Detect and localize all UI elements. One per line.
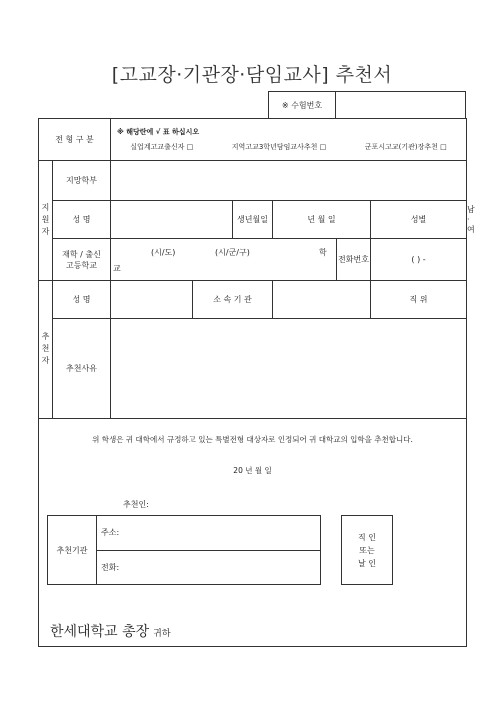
selection-instruction: ※ 해당란에 √ 표 하십시오 — [117, 128, 200, 136]
region-gun: (시/군/구) — [215, 248, 250, 257]
gender-label: 성별 — [371, 201, 467, 239]
address-label: 주소: — [101, 528, 120, 538]
school-label-line2: 고등학교 — [66, 260, 97, 270]
recommender-name-field[interactable] — [111, 281, 193, 319]
affil-label: 소 속 기 관 — [193, 281, 273, 319]
recommender-section-label: 추천자 — [39, 281, 53, 419]
signer-label: 추천인: — [123, 500, 149, 509]
addressee — [50, 621, 171, 641]
applicant-name-field[interactable] — [111, 201, 233, 239]
phone-label-inst: 전화: — [101, 562, 120, 572]
applicant-section-label: 지원자 — [39, 161, 53, 281]
option-homeroom-teacher[interactable]: 지역고교3학년담임교사추천 □ — [231, 143, 327, 151]
school-label-line1: 재학 / 출신 — [62, 249, 101, 259]
selection-label: 전 형 구 분 — [39, 119, 111, 161]
institution-box — [47, 515, 321, 585]
addressee-suffix: 귀하 — [153, 629, 171, 639]
institution-phone[interactable] — [97, 551, 320, 585]
addressee-name: 한세대학교 총장 — [50, 624, 150, 640]
seal-box[interactable] — [341, 515, 393, 585]
exam-number-label: ※ 수험번호 — [269, 92, 336, 118]
region-si: (시/도) — [151, 248, 176, 257]
birth-field[interactable]: 년 월 일 — [273, 201, 371, 239]
statement-text: 위 학생은 귀 대학에서 규정하고 있는 특별전형 대상자로 인정되어 귀 대학교의 입학을 추천합니다. — [92, 435, 413, 444]
affil-field[interactable] — [273, 281, 371, 319]
institution-address[interactable] — [97, 516, 320, 551]
dept-field[interactable] — [111, 161, 467, 201]
exam-number-field[interactable] — [336, 92, 465, 118]
position-label: 직 위 — [409, 295, 428, 304]
reason-field[interactable] — [111, 319, 467, 419]
school-suffix-1: 학 — [319, 248, 327, 257]
dept-label: 지망학부 — [53, 161, 111, 201]
statement-block — [39, 419, 467, 647]
exam-number-box — [268, 91, 466, 118]
seal-line-1: 직 인 — [358, 532, 376, 542]
phone-label: 전화번호 — [337, 239, 371, 281]
recommender-name-label: 성 명 — [53, 281, 111, 319]
seal-line-2: 또는 — [359, 545, 375, 555]
page-title: [고교장·기관장·담임교사] 추천서 — [111, 64, 393, 86]
selection-options — [111, 119, 467, 161]
school-label — [53, 239, 111, 281]
institution-label: 추천기관 — [48, 516, 97, 584]
form-table: 전 형 구 분 ※ 해당란에 √ 표 하십시오 실업계고교출신자 □ 지역고교3학년담임교사추천 □ 군포시고교(기관)장추천 □ 지원자 지망학부 성 명 생년월일 년 월 일 성별 남·여 재학 / 출신 고등학교 (시/도) (시/군/구) 학 교 전화번호 ( ) - 추천자 성 명 소 속 기 관 직 위 추천사유 위 학생은 귀 대학에서 규정하고 있는 특별전형 대상자로 인정되어 귀 대학교의 입학을 추천합니다. 20 년 월 일 추천인: 추천기관 주소: 전화: 직 인 또는 날 인 — [38, 118, 467, 647]
option-gunpo-principal[interactable]: 군포시고교(기관)장추천 □ — [364, 143, 447, 151]
applicant-name-label: 성 명 — [53, 201, 111, 239]
seal-line-3: 날 인 — [358, 558, 376, 568]
birth-label: 생년월일 — [233, 201, 273, 239]
position-label-cell — [371, 281, 467, 319]
reason-label: 추천사유 — [53, 319, 111, 419]
option-vocational[interactable]: 실업계고교출신자 □ — [130, 143, 194, 151]
phone-field[interactable]: ( ) - — [371, 239, 467, 281]
school-field[interactable] — [111, 239, 337, 281]
school-suffix-2: 교 — [113, 264, 121, 273]
date-line[interactable]: 20 년 월 일 — [233, 466, 272, 475]
